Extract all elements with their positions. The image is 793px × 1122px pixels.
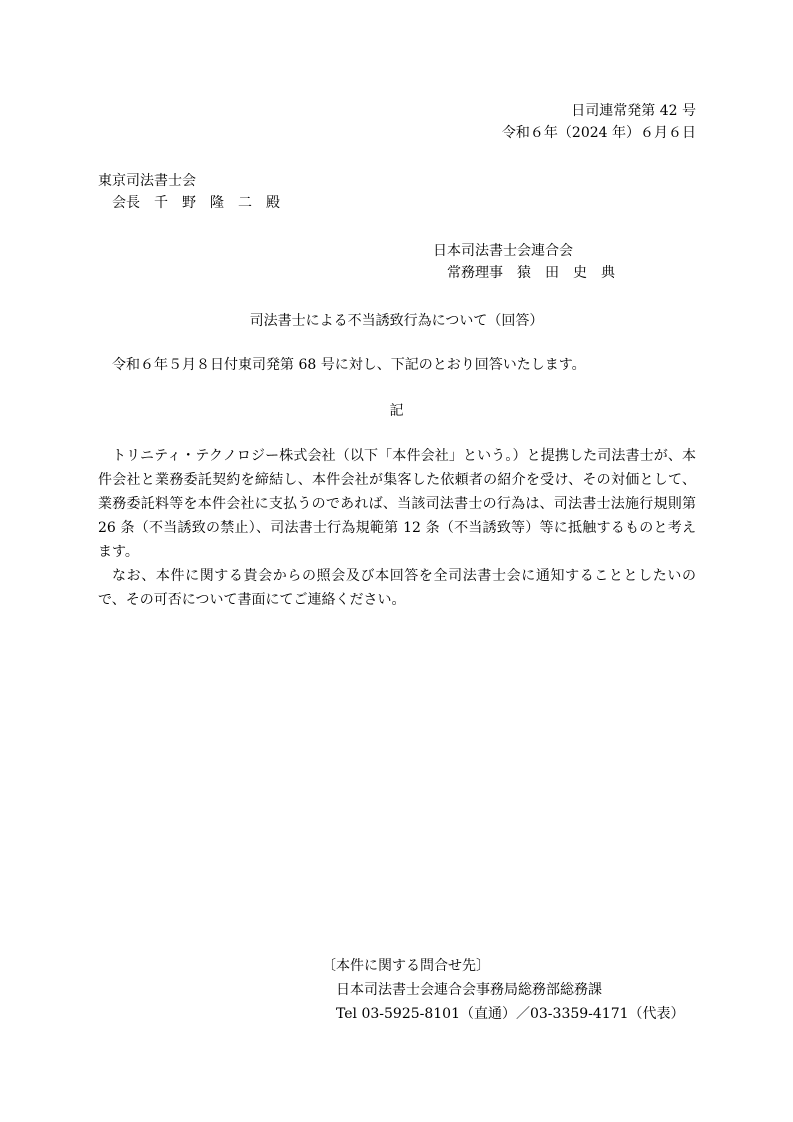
intro-text: 令和６年５月８日付東司発第 68 号に対し、下記のとおり回答いたします。	[112, 357, 586, 373]
recipient-name: 会長 千 野 隆 二 殿	[112, 195, 280, 211]
contact-heading: 〔本件に関する問合せ先〕	[322, 958, 490, 974]
document-subject: 司法書士による不当誘致行為について（回答）	[249, 313, 544, 329]
sender-name: 常務理事 猿 田 史 典	[447, 265, 615, 281]
recipient-organization: 東京司法書士会	[98, 173, 196, 189]
contact-telephone: Tel 03-5925-8101（直通）／03-3359-4171（代表）	[336, 1006, 685, 1022]
document-number: 日司連常発第 42 号	[571, 103, 696, 119]
contact-office: 日本司法書士会連合会事務局総務部総務課	[336, 982, 602, 998]
paragraph-main: トリニティ・テクノロジー株式会社（以下「本件会社」という。）と提携した司法書士が、本件会社と業務委託契約を締結し、本件会社が集客した依頼者の紹介を受け、その対価として、業務委託料等を本件会社に支払うのであれば、当該司法書士の行為は、司法書士法施行規則第 26 条（不当誘致の禁止）、司法書士行為規範第 12 条（不当誘致等）等に抵触するものと考えます。	[98, 448, 696, 560]
document-date: 令和６年（2024 年）６月６日	[501, 125, 696, 141]
paragraph-notice: なお、本件に関する貴会からの照会及び本回答を全司法書士会に通知することとしたいので、その可否について書面にてご連絡ください。	[98, 568, 696, 608]
sender-organization: 日本司法書士会連合会	[433, 243, 573, 259]
ki-heading: 記	[389, 403, 404, 419]
